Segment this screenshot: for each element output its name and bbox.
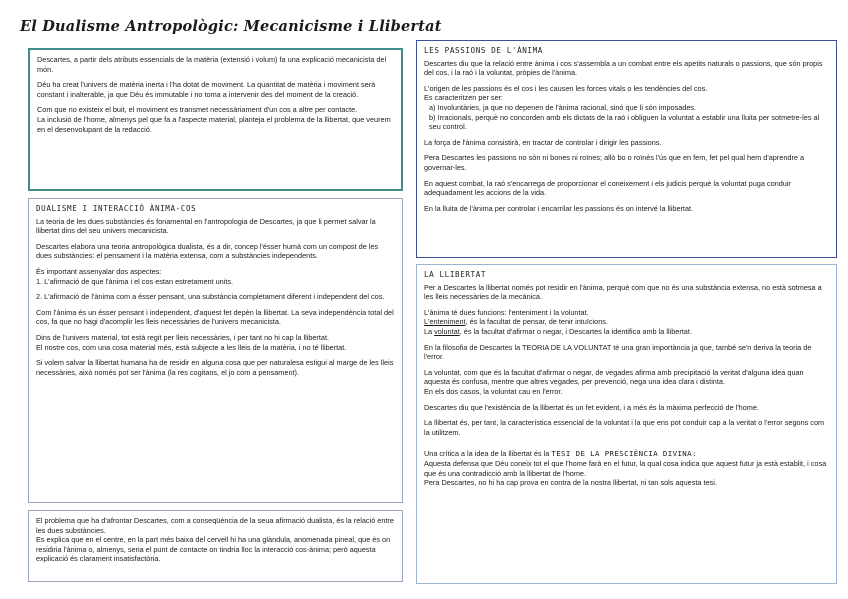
llibertat-line	[424, 449, 829, 459]
dualisme-paragraph: Com l'ànima és un ésser pensant i independent, d'aquest fet depèn la llibertat. La seva independència total del cos, fa que no hagi d'acomplir les lleis necessàries de l'univers mecanicista.	[36, 307, 394, 327]
passions-paragraph: La força de l'ànima consistirà, en tractar de controlar i dirigir les passions.	[424, 137, 662, 147]
intro-paragraph	[37, 105, 394, 134]
underlined-term: L'enteniment	[424, 317, 466, 327]
intro-line: La inclusió de l'home, almenys pel que fa a l'aspecte material, planteja el problema de la llibertat, que veurem en el desenvolupant de la redacció.	[37, 114, 391, 134]
problema-line: Es explica que en el centre, en la part més baixa del cervell hi ha una glàndula, anomenada pineal, que és on residiria l'ànima o, almenys, seria el punt de contacte on tindria lloc la interacció cos-ànima; però aquesta explicació és clarament insatisfactòria.	[36, 535, 391, 564]
llibertat-text: , és la facultat de pensar, de tenir intuïcions.	[465, 317, 608, 327]
llibertat-text: Una crítica a la idea de la llibertat és la	[424, 449, 552, 459]
passions-paragraph: En aquest combat, la raó s'encarrega de proporcionar el coneixement i els judicis perquè la voluntat puga conduir adequadament les accions de la vida.	[424, 178, 791, 198]
dualisme-paragraph	[36, 333, 395, 352]
underlined-term: voluntat	[434, 326, 460, 336]
passions-paragraph: Pera Descartes les passions no són ni bones ni roïnes; allò bo o roïnés l'ús que en fem, fet pel qual hem d'aprendre a governar-les.	[424, 153, 805, 172]
dualisme-line: És important assenyalar dos aspectes:	[36, 266, 162, 276]
llibertat-line: Pera Descartes, no hi ha cap prova en contra de la nostra llibertat, ni tan sols aquesta tesi.	[424, 478, 717, 488]
problema-paragraph	[36, 516, 395, 564]
passions-line: Es caracteritzen per ser:	[424, 93, 504, 103]
llibertat-line: La voluntat, com que és la facultat d'afirmar o negar, de vegades afirma amb precipitació la veritat d'alguna idea quan aquesta és confusa, mentre que altres vegades, per prevenció, nega una idea clara i distinta.	[424, 367, 804, 387]
llibertat-paragraph: La llibertat és, per tant, la característica essencial de la voluntat i la que ens pot conduir cap a la veritat o l'error segons com la utilitzem.	[424, 418, 825, 437]
llibertat-line: En els dos casos, la voluntat cau en l'error.	[424, 386, 563, 396]
intro-line: Com que no existeix el buit, el moviment es transmet necessàriament d'un cos a altre per contacte.	[37, 105, 358, 115]
llibertat-paragraph	[424, 308, 829, 337]
intro-paragraph: Descartes, a partir dels atributs essencials de la matèria (extensió i volum) fa una explicació mecanicista del món.	[37, 55, 387, 74]
llibertat-text: , és la facultat d'afirmar o negar, i Descartes la identifica amb la llibertat.	[459, 326, 692, 336]
llibertat-paragraph: En la filosofia de Descartes la TEORIA DE LA VOLUNTAT té una gran importància ja que, també se'n deriva la teoria de l'error.	[424, 342, 812, 362]
intro-paragraph: Déu ha creat l'univers de matèria inerta i l'ha dotat de moviment. La quantitat de matèria i moviment serà constant i inalterable, ja que Déu és immutable i no toma a intervenir des del moment de la creació.	[37, 80, 376, 99]
llibertat-line	[424, 327, 829, 337]
passions-list-item: a) Involuntàries, ja que no depenen de l'ànima racional, sinó que li són imposades.	[429, 102, 697, 112]
llibertat-paragraph: Per a Descartes la llibertat només pot residir en l'ànima, perquè com que no és una substància extensa, no està sotmesa a les lleis necessàries de la mecànica.	[424, 282, 822, 302]
passions-paragraph	[424, 84, 829, 132]
passions-list-item: b) Irracionals, perquè no concorden amb els dictats de la raó i obliguen la voluntat a establir una lluita per sotmetre-les al seu control.	[429, 112, 820, 132]
thesis-heading: TESI DE LA PRESCIÈNCIA DIVINA:	[551, 449, 697, 459]
problema-box	[28, 510, 403, 582]
llibertat-text: La	[424, 326, 435, 336]
llibertat-box	[416, 264, 837, 584]
section-heading: LA LLIBERTAT	[424, 270, 487, 279]
llibertat-paragraph	[424, 368, 829, 397]
dualisme-paragraph: La teoria de les dues substàncies és fonamental en l'antropologia de Descartes, ja que li permet salvar la llibertat dins del seu univers mecanicista.	[36, 216, 376, 236]
llibertat-line	[424, 317, 829, 327]
section-heading: DUALISME I INTERACCIÓ ÀNIMA-COS	[36, 204, 197, 213]
problema-line: El problema que ha d'afrontar Descartes, com a conseqüència de la seua afirmació dualista, és la relació entre les dues substàncies.	[36, 516, 394, 535]
dualisme-line: 1. L'afirmació de que l'ànima i el cos estan estretament units.	[36, 276, 234, 286]
dualisme-paragraph: 2. L'afirmació de l'ànima com a ésser pensant, una substància completament diferent i independent del cos.	[36, 292, 385, 302]
dualisme-paragraph: Si volem salvar la llibertat humana ha de residir en alguna cosa que per naturalesa estigui al marge de les lleis necessàries, això només pot ser l'ànima (la res cogitans, el jo com a pensament).	[36, 358, 394, 377]
passions-paragraph: En la lluita de l'ànima per controlar i encarrilar les passions és on intervé la llibertat.	[424, 203, 694, 213]
llibertat-paragraph	[424, 449, 829, 487]
section-heading: LES PASSIONS DE L'ÀNIMA	[424, 46, 543, 55]
dualisme-paragraph	[36, 267, 395, 286]
dualisme-line: Dins de l'univers material, tot està regit per lleis necessàries, i per tant no hi cap la llibertat.	[36, 332, 330, 342]
page-title: El Dualisme Antropològic: Mecanicisme i Llibertat	[20, 18, 442, 35]
passions-paragraph: Descartes diu que la relació entre ànima i cos s'assembla a un combat entre els apetits naturals o passions, que són propis del cos, i la raó i la voluntat, pròpies de l'ànima.	[424, 58, 823, 78]
passions-box	[416, 40, 837, 258]
intro-box	[28, 48, 403, 191]
llibertat-line: L'ànima té dues funcions: l'enteniment i la voluntat.	[424, 307, 589, 317]
llibertat-line: Aquesta defensa que Déu coneix tot el que l'home farà en el futur, la qual cosa indica que aquest futur ja està establit, i cosa que és una contradicció amb la llibertat de l'home.	[424, 458, 827, 478]
passions-line: L'origen de les passions és el cos i les causen les forces vitals o les tendències del cos.	[424, 83, 708, 93]
llibertat-paragraph: Descartes diu que l'existència de la llibertat és un fet evident, i a més és la màxima perfecció de l'home.	[424, 402, 759, 412]
dualisme-box	[28, 198, 403, 503]
dualisme-paragraph: Descartes elabora una teoria antropològica dualista, és a dir, concep l'ésser humà com un compost de les dues substàncies: el pensament i la matèria extensa, com a substàncies independents.	[36, 241, 379, 261]
dualisme-line: El nostre cos, com una cosa material més, està subjecte a les lleis de la matèria, i no té llibertat.	[36, 342, 347, 352]
